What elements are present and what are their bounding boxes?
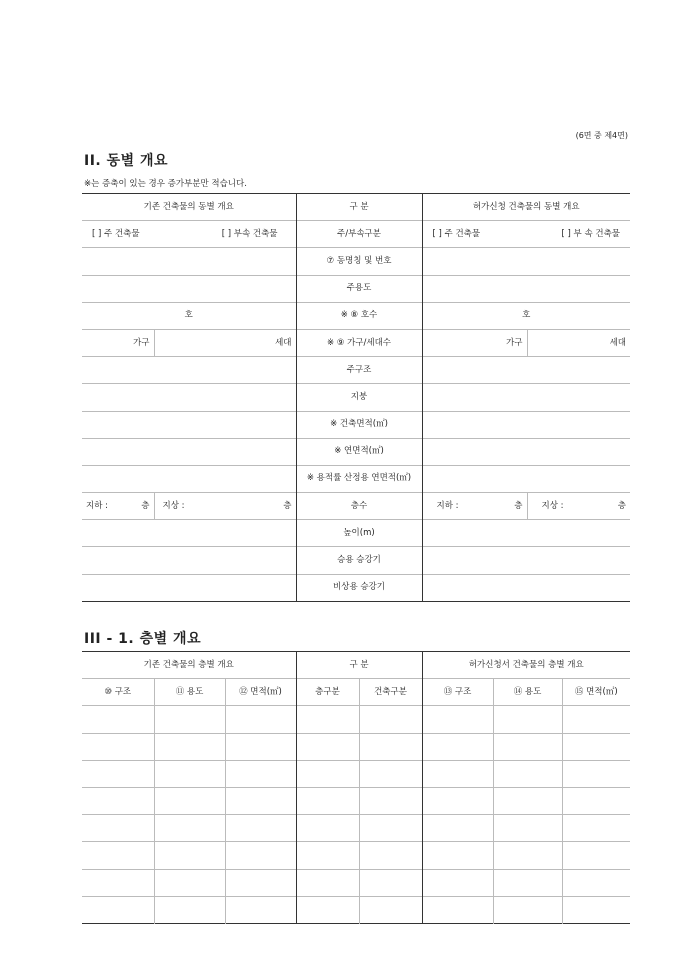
input-cell[interactable]: [359, 787, 422, 814]
input-cell[interactable]: [82, 733, 154, 760]
input-cell[interactable]: [562, 760, 630, 787]
input-cell[interactable]: [422, 384, 630, 411]
input-cell[interactable]: [82, 787, 154, 814]
label-units: ※ ⑧ 호수: [296, 302, 422, 329]
input-cell[interactable]: [154, 896, 225, 923]
col-area-new: ⑮ 면적(㎡): [562, 679, 630, 706]
floor-unit: 층: [141, 500, 150, 511]
sub-building-checkbox-new[interactable]: [ ] 부 속 건축물: [561, 228, 621, 239]
input-cell[interactable]: [82, 275, 296, 302]
input-cell[interactable]: [493, 869, 562, 896]
units-new[interactable]: 호: [422, 302, 630, 329]
input-cell[interactable]: [493, 896, 562, 923]
label-usage: 주용도: [296, 275, 422, 302]
input-cell[interactable]: [225, 896, 296, 923]
input-cell[interactable]: [82, 357, 296, 384]
input-cell[interactable]: [82, 248, 296, 275]
input-cell[interactable]: [422, 869, 493, 896]
sedae-new[interactable]: 세대: [527, 329, 630, 356]
input-cell[interactable]: [422, 547, 630, 574]
input-cell[interactable]: [225, 815, 296, 842]
main-building-checkbox-new[interactable]: [ ] 주 건축물: [432, 228, 481, 239]
label-passenger-elevator: 승용 승강기: [296, 547, 422, 574]
input-cell[interactable]: [562, 869, 630, 896]
input-cell[interactable]: [422, 815, 493, 842]
input-cell[interactable]: [562, 896, 630, 923]
input-cell[interactable]: [154, 733, 225, 760]
input-cell[interactable]: [296, 869, 359, 896]
header-category: 구 분: [296, 194, 422, 221]
input-cell[interactable]: [562, 815, 630, 842]
building-overview-table: [82, 193, 630, 602]
input-cell[interactable]: [225, 760, 296, 787]
input-cell[interactable]: [225, 842, 296, 869]
input-cell[interactable]: [422, 787, 493, 814]
table-row: [82, 787, 630, 814]
input-cell[interactable]: [82, 896, 154, 923]
label-bldg-area: ※ 건축면적(㎡): [296, 411, 422, 438]
input-cell[interactable]: [154, 869, 225, 896]
input-cell[interactable]: [359, 869, 422, 896]
input-cell[interactable]: [296, 842, 359, 869]
table-row: [82, 465, 630, 492]
table-row: [82, 547, 630, 574]
table-row: [82, 302, 630, 329]
input-cell[interactable]: [82, 574, 296, 601]
input-cell[interactable]: [422, 706, 493, 733]
input-cell[interactable]: [225, 706, 296, 733]
input-cell[interactable]: [562, 842, 630, 869]
main-building-checkbox-existing[interactable]: [ ] 주 건축물: [92, 228, 140, 239]
input-cell[interactable]: [562, 787, 630, 814]
input-cell[interactable]: [493, 706, 562, 733]
basement-label-new: 지하 :: [436, 500, 459, 511]
input-cell[interactable]: [493, 733, 562, 760]
input-cell[interactable]: [154, 706, 225, 733]
gagu-new[interactable]: 가구: [422, 329, 527, 356]
input-cell[interactable]: [296, 706, 359, 733]
input-cell[interactable]: [422, 760, 493, 787]
table-row: [82, 869, 630, 896]
table-row: [82, 520, 630, 547]
table-row: [82, 842, 630, 869]
label-height: 높이(m): [296, 520, 422, 547]
table-row: [82, 760, 630, 787]
input-cell[interactable]: [296, 815, 359, 842]
input-cell[interactable]: [82, 438, 296, 465]
input-cell[interactable]: [422, 248, 630, 275]
label-total-area: ※ 연면적(㎡): [296, 438, 422, 465]
header-existing-floor: 기존 건축물의 층별 개요: [82, 652, 296, 679]
table-row: [82, 733, 630, 760]
table-row: [82, 357, 630, 384]
input-cell[interactable]: [359, 815, 422, 842]
col-floor-type: 층구분: [296, 679, 359, 706]
input-cell[interactable]: [154, 842, 225, 869]
input-cell[interactable]: [422, 733, 493, 760]
input-cell[interactable]: [359, 842, 422, 869]
table-row: [82, 896, 630, 923]
basement-label-existing: 지하 :: [86, 500, 108, 511]
sedae-existing[interactable]: 세대: [154, 329, 296, 356]
input-cell[interactable]: [562, 733, 630, 760]
input-cell[interactable]: [422, 896, 493, 923]
ground-label-existing: 지상 :: [162, 500, 185, 511]
floor-unit: 층: [283, 500, 292, 511]
input-cell[interactable]: [82, 842, 154, 869]
label-roof: 지붕: [296, 384, 422, 411]
col-structure-existing: ⑩ 구조: [82, 679, 154, 706]
label-structure: 주구조: [296, 357, 422, 384]
table-row: [82, 384, 630, 411]
label-far-area: ※ 용적률 산정용 연면적(㎡): [296, 465, 422, 492]
table-row: [82, 275, 630, 302]
input-cell[interactable]: [422, 438, 630, 465]
input-cell[interactable]: [82, 547, 296, 574]
col-area-existing: ⑫ 면적(㎡): [225, 679, 296, 706]
table-row: [82, 493, 630, 520]
table-header-row: [82, 652, 630, 679]
col-build-type: 건축구분: [359, 679, 422, 706]
input-cell[interactable]: [82, 869, 154, 896]
floor-overview-table: [82, 651, 630, 924]
table-row: [82, 221, 630, 248]
label-bldg-name: ⑦ 동명칭 및 번호: [296, 248, 422, 275]
label-households: ※ ⑨ 가구/세대수: [296, 329, 422, 356]
input-cell[interactable]: [82, 465, 296, 492]
input-cell[interactable]: [82, 706, 154, 733]
gagu-existing[interactable]: 가구: [82, 329, 154, 356]
input-cell[interactable]: [82, 411, 296, 438]
table-row: [82, 329, 630, 356]
table-header-row: [82, 194, 630, 221]
units-existing[interactable]: 호: [82, 302, 296, 329]
page-number: (6면 중 제4면): [575, 131, 628, 140]
input-cell[interactable]: [493, 842, 562, 869]
floor-unit: 층: [514, 500, 523, 511]
input-cell[interactable]: [422, 842, 493, 869]
input-cell[interactable]: [359, 896, 422, 923]
table-row: [82, 438, 630, 465]
input-cell[interactable]: [562, 706, 630, 733]
input-cell[interactable]: [359, 706, 422, 733]
input-cell[interactable]: [422, 574, 630, 601]
ground-label-new: 지상 :: [541, 500, 564, 511]
input-cell[interactable]: [296, 760, 359, 787]
input-cell[interactable]: [82, 760, 154, 787]
col-usage-new: ⑭ 용도: [493, 679, 562, 706]
table-row: [82, 815, 630, 842]
input-cell[interactable]: [82, 815, 154, 842]
input-cell[interactable]: [154, 787, 225, 814]
input-cell[interactable]: [493, 815, 562, 842]
input-cell[interactable]: [296, 787, 359, 814]
section-title-building: II. 동별 개요: [84, 153, 169, 169]
input-cell[interactable]: [493, 760, 562, 787]
input-cell[interactable]: [493, 787, 562, 814]
table-row: [82, 574, 630, 601]
label-floors: 층수: [296, 493, 422, 520]
input-cell[interactable]: [422, 520, 630, 547]
header-existing: 기존 건축물의 동별 개요: [82, 194, 296, 221]
input-cell[interactable]: [225, 787, 296, 814]
header-category: 구 분: [296, 652, 422, 679]
col-structure-new: ⑬ 구조: [422, 679, 493, 706]
section-note: ※는 증축이 있는 경우 증가부분만 적습니다.: [84, 179, 247, 189]
column-header-row: [82, 679, 630, 706]
input-cell[interactable]: [82, 520, 296, 547]
label-emergency-elevator: 비상용 승강기: [296, 574, 422, 601]
input-cell[interactable]: [154, 815, 225, 842]
input-cell[interactable]: [296, 733, 359, 760]
input-cell[interactable]: [359, 760, 422, 787]
input-cell[interactable]: [225, 869, 296, 896]
label-main-sub: 주/부속구분: [296, 221, 422, 248]
input-cell[interactable]: [296, 896, 359, 923]
input-cell[interactable]: [422, 411, 630, 438]
header-application: 허가신청 건축물의 동별 개요: [472, 201, 580, 212]
input-cell[interactable]: [359, 733, 422, 760]
input-cell[interactable]: [82, 384, 296, 411]
sub-building-checkbox-existing[interactable]: [ ] 부속 건축물: [221, 228, 278, 239]
input-cell[interactable]: [422, 465, 630, 492]
table-row: [82, 411, 630, 438]
input-cell[interactable]: [422, 275, 630, 302]
table-row: [82, 706, 630, 733]
input-cell[interactable]: [154, 760, 225, 787]
input-cell[interactable]: [422, 357, 630, 384]
table-row: [82, 248, 630, 275]
input-cell[interactable]: [225, 733, 296, 760]
col-usage-existing: ⑪ 용도: [154, 679, 225, 706]
floor-unit: 층: [617, 500, 627, 511]
header-application-floor: 허가신청서 건축물의 층별 개요: [468, 659, 584, 670]
section-title-floor: III - 1. 층별 개요: [84, 631, 202, 647]
